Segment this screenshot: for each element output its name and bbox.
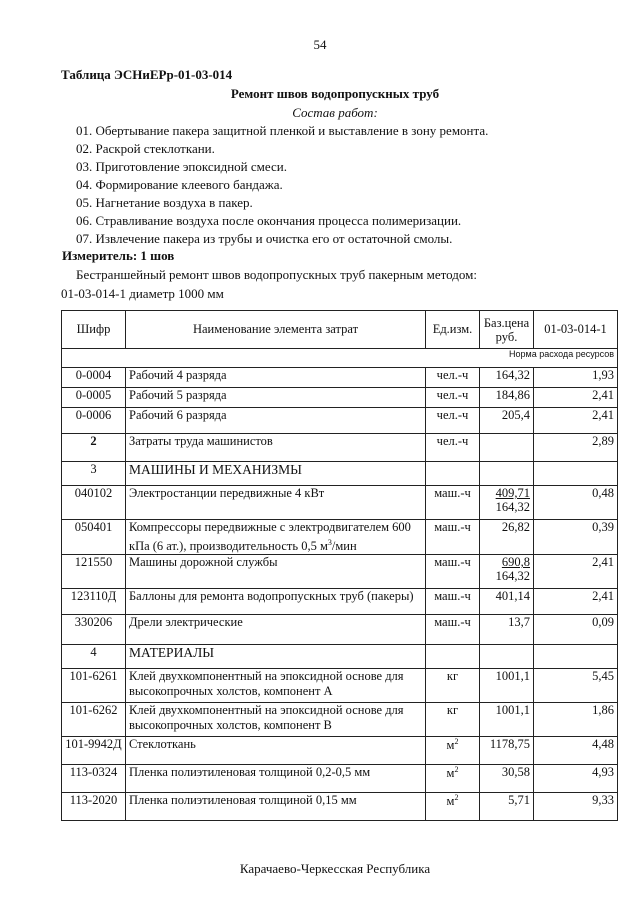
cell-price	[480, 555, 534, 589]
norm-label-row	[62, 349, 618, 368]
name-text: Компрессоры передвижные с электродвигателем 600 кПа (6 ат.), производительность 0,5 м	[129, 520, 411, 554]
cell-unit: чел.-ч	[426, 408, 480, 434]
cell-code: 113-2020	[62, 793, 126, 821]
cell-norm: 5,45	[534, 669, 618, 703]
cell-unit: кг	[426, 703, 480, 737]
cell-norm: 4,93	[534, 765, 618, 793]
table-row	[62, 737, 618, 765]
unit-text: м	[446, 766, 455, 781]
cell-unit: чел.-ч	[426, 368, 480, 388]
cell-unit	[426, 793, 480, 821]
cell-name: Клей двухкомпонентный на эпоксидной основе для высокопрочных холстов, компонент А	[126, 669, 426, 703]
table-title: Таблица ЭСНиЕРр-01-03-014	[61, 67, 233, 82]
unit-text: м	[446, 794, 455, 809]
name-superscript: 3	[327, 538, 332, 547]
meter: Измеритель: 1 шов	[62, 248, 175, 263]
cell-name: Пленка полиэтиленовая толщиной 0,15 мм	[126, 793, 426, 821]
cell-price: 26,82	[480, 520, 534, 555]
cell-code: 050401	[62, 520, 126, 555]
cell-code: 2	[62, 434, 126, 462]
cell-code: 4	[62, 645, 126, 669]
cell-norm: 2,89	[534, 434, 618, 462]
cell-unit: кг	[426, 669, 480, 703]
page-footer: Карачаево-Черкесская Республика	[239, 861, 431, 876]
resources-table	[61, 310, 618, 821]
cell-norm: 2,41	[534, 589, 618, 615]
cell-name: Машины дорожной службы	[126, 555, 426, 589]
cell-code: 330206	[62, 615, 126, 645]
cell-price: 1178,75	[480, 737, 534, 765]
cell-unit: маш.-ч	[426, 615, 480, 645]
cell-unit: маш.-ч	[426, 555, 480, 589]
cell-price: 205,4	[480, 408, 534, 434]
section-row-materials	[62, 645, 618, 669]
table-row	[62, 703, 618, 737]
cell-code: 0-0004	[62, 368, 126, 388]
cell-code: 0-0005	[62, 388, 126, 408]
work-item: 06. Стравливание воздуха после окончания процесса полимеризации.	[76, 213, 462, 228]
unit-superscript: 2	[454, 737, 459, 747]
cell-norm: 9,33	[534, 793, 618, 821]
cell-code: 101-6262	[62, 703, 126, 737]
table-row	[62, 555, 618, 589]
cell-price: 164,32	[480, 368, 534, 388]
cell-unit	[426, 737, 480, 765]
cell-price: 184,86	[480, 388, 534, 408]
unit-superscript: 2	[454, 793, 459, 803]
section-row-machines	[62, 462, 618, 486]
cell-code: 0-0006	[62, 408, 126, 434]
cell-code: 101-9942Д	[62, 737, 126, 765]
cell-unit: чел.-ч	[426, 388, 480, 408]
table-row	[62, 368, 618, 388]
cell-norm: 0,48	[534, 486, 618, 520]
header-name: Наименование элемента затрат	[126, 311, 426, 349]
cell-name	[126, 520, 426, 555]
cell-unit: маш.-ч	[426, 520, 480, 555]
unit-superscript: 2	[454, 765, 459, 775]
cell-norm: 1,86	[534, 703, 618, 737]
cell-price: 1001,1	[480, 669, 534, 703]
cell-norm: 0,09	[534, 615, 618, 645]
table-row	[62, 388, 618, 408]
cell-name: Дрели электрические	[126, 615, 426, 645]
cell-unit	[426, 765, 480, 793]
cell-name: Рабочий 5 разряда	[126, 388, 426, 408]
cell-name: Клей двухкомпонентный на эпоксидной основе для высокопрочных холстов, компонент В	[126, 703, 426, 737]
table-row	[62, 434, 618, 462]
norm-label: Норма расхода ресурсов	[62, 349, 618, 368]
cell-price: 13,7	[480, 615, 534, 645]
price-secondary: 164,32	[495, 500, 530, 514]
work-item: 01. Обертывание пакера защитной пленкой и выставление в зону ремонта.	[76, 123, 489, 138]
cell-price: 1001,1	[480, 703, 534, 737]
cell-price: 401,14	[480, 589, 534, 615]
table-row	[62, 486, 618, 520]
table-row	[62, 793, 618, 821]
cell-price	[480, 434, 534, 462]
cell-norm: 4,48	[534, 737, 618, 765]
cell-code: 101-6261	[62, 669, 126, 703]
table-row	[62, 408, 618, 434]
cell-code: 113-0324	[62, 765, 126, 793]
method-description: Бестраншейный ремонт швов водопропускных труб пакерным методом:	[76, 267, 477, 282]
cell-name: Баллоны для ремонта водопропускных труб (пакеры)	[126, 589, 426, 615]
cell-unit: маш.-ч	[426, 486, 480, 520]
cell-name: МАТЕРИАЛЫ	[126, 645, 426, 669]
price-main: 690,8	[501, 555, 530, 570]
cell-norm: 2,41	[534, 388, 618, 408]
cell-code: 040102	[62, 486, 126, 520]
cell-name: Рабочий 4 разряда	[126, 368, 426, 388]
work-item: 04. Формирование клеевого бандажа.	[76, 177, 283, 192]
cell-price: 30,58	[480, 765, 534, 793]
cell-name: Стеклоткань	[126, 737, 426, 765]
name-text-after: /мин	[331, 539, 357, 554]
cell-name: Рабочий 6 разряда	[126, 408, 426, 434]
cell-name: Электростанции передвижные 4 кВт	[126, 486, 426, 520]
cell-name: Пленка полиэтиленовая толщиной 0,2-0,5 мм	[126, 765, 426, 793]
table-row	[62, 765, 618, 793]
table-row	[62, 520, 618, 555]
cell-unit: чел.-ч	[426, 434, 480, 462]
section-title: Ремонт швов водопропускных труб	[230, 86, 440, 101]
cell-price	[480, 486, 534, 520]
table-row	[62, 589, 618, 615]
cell-price: 5,71	[480, 793, 534, 821]
header-price-line1: Баз.цена	[483, 315, 530, 330]
price-main: 409,71	[495, 486, 530, 500]
header-price	[480, 311, 534, 349]
cell-code: 123110Д	[62, 589, 126, 615]
work-item: 02. Раскрой стеклоткани.	[76, 141, 215, 156]
cell-name: МАШИНЫ И МЕХАНИЗМЫ	[126, 462, 426, 486]
price-secondary: 164,32	[495, 569, 530, 584]
work-item: 05. Нагнетание воздуха в пакер.	[76, 195, 253, 210]
unit-text: м	[446, 738, 455, 753]
cell-norm: 2,41	[534, 408, 618, 434]
works-title: Состав работ:	[292, 105, 378, 120]
work-item: 07. Извлечение пакера из трубы и очистка его от остаточной смолы.	[76, 231, 453, 246]
cell-code: 3	[62, 462, 126, 486]
table-row	[62, 669, 618, 703]
header-norm: 01-03-014-1	[534, 311, 618, 349]
cell-code: 121550	[62, 555, 126, 589]
header-code: Шифр	[62, 311, 126, 349]
cell-norm: 1,93	[534, 368, 618, 388]
code-line: 01-03-014-1 диаметр 1000 мм	[61, 286, 224, 301]
cell-norm: 2,41	[534, 555, 618, 589]
work-item: 03. Приготовление эпоксидной смеси.	[76, 159, 287, 174]
header-unit: Ед.изм.	[426, 311, 480, 349]
header-price-line2: руб.	[495, 329, 518, 344]
cell-norm: 0,39	[534, 520, 618, 555]
page-number: 54	[313, 37, 327, 52]
cell-unit: маш.-ч	[426, 589, 480, 615]
works-list	[76, 122, 488, 248]
table-row	[62, 615, 618, 645]
cell-name: Затраты труда машинистов	[126, 434, 426, 462]
table-header-row	[62, 311, 618, 349]
